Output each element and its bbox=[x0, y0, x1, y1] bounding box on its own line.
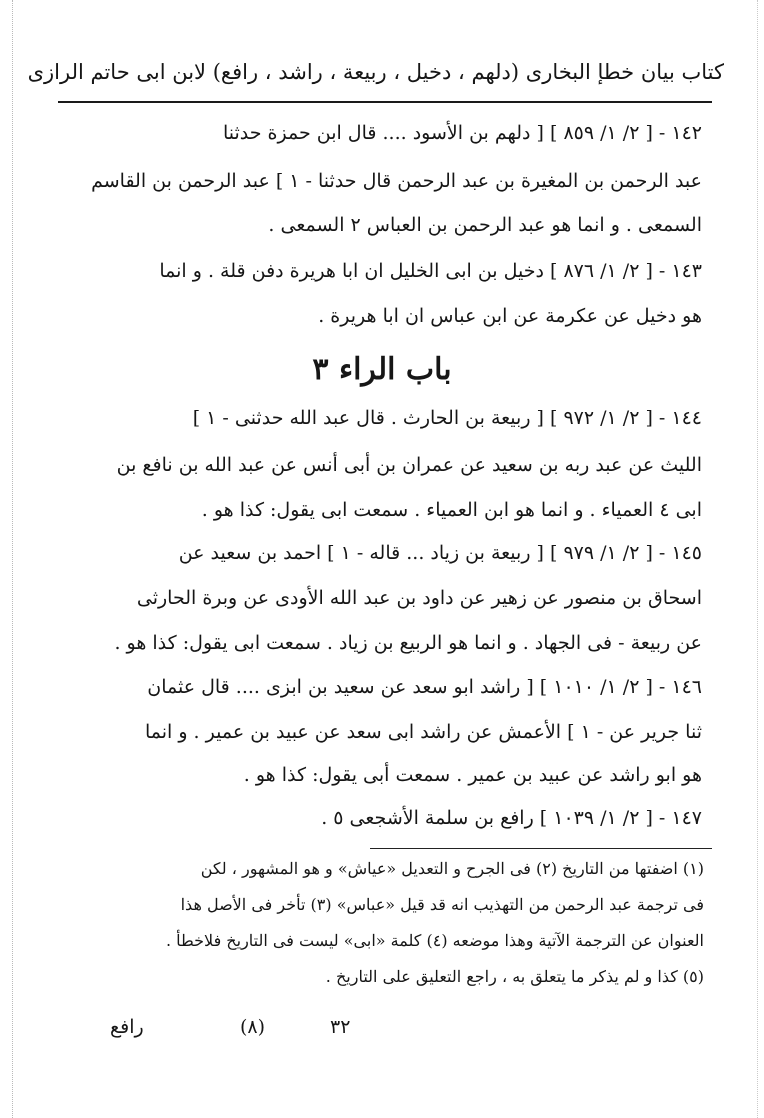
entry-142-line-2: عبد الرحمن بن المغيرة بن عبد الرحمن قال حدثنا - ١ ] عبد الرحمن بن القاسم bbox=[91, 170, 702, 192]
entry-143-line-2: هو دخيل عن عكرمة عن ابن عباس ان ابا هريرة . bbox=[318, 305, 702, 327]
footnote-line: فى ترجمة عبد الرحمن من التهذيب انه قد قيل «عباس» (٣) تأخر فى الأصل هذا bbox=[180, 895, 704, 914]
entry-144-line-2: الليث عن عبد ربه بن سعيد عن عمران بن أبى أنس عن عبد الله بن نافع بن bbox=[116, 454, 702, 476]
footnote-line: (١) اضفتها من التاريخ (٢) فى الجرح و التعديل «عياش» و هو المشهور ، لكن bbox=[200, 859, 704, 878]
entry-146-line-2: ثنا جرير عن - ١ ] الأعمش عن راشد ابى سعد عن عبيد بن عمير . و انما bbox=[144, 721, 702, 743]
page-number: ٣٢ bbox=[330, 1016, 351, 1038]
entry-145-line-1: ١٤٥ - [ ٢/ ١/ ٩٧٩ ] [ ربيعة بن زياد ... قاله - ١ ] احمد بن سعيد عن bbox=[178, 542, 702, 564]
footnote-line: (٥) كذا و لم يذكر ما يتعلق به ، راجع التعليق على التاريخ . bbox=[325, 967, 704, 986]
entry-146-line-1: ١٤٦ - [ ٢/ ١/ ١٠١٠ ] [ راشد ابو سعد عن سعيد بن ابزى .... قال عثمان bbox=[147, 676, 702, 698]
entry-144-line-1: ١٤٤ - [ ٢/ ١/ ٩٧٢ ] [ ربيعة بن الحارث . قال عبد الله حدثنى - ١ ] bbox=[192, 407, 702, 429]
entry-144-line-3: ابى ٤ العمياء . و انما هو ابن العمياء . سمعت ابى يقول: كذا هو . bbox=[201, 499, 702, 521]
entry-145-line-3: عن ربيعة - فى الجهاد . و انما هو الربيع بن زياد . سمعت ابى يقول: كذا هو . bbox=[114, 632, 702, 654]
footnote-rule bbox=[370, 848, 712, 849]
entry-145-line-2: اسحاق بن منصور عن زهير عن داود بن عبد الله الأودى عن وبرة الحارثى bbox=[136, 587, 702, 609]
entry-147-line-1: ١٤٧ - [ ٢/ ١/ ١٠٣٩ ] رافع بن سلمة الأشجعى ٥ . bbox=[321, 807, 702, 829]
footnote-line: العنوان عن الترجمة الآتية وهذا موضعه (٤) كلمة «ابى» ليست فى التاريخ فلاخطأ . bbox=[165, 931, 704, 950]
section-title: باب الراء ٣ bbox=[312, 352, 452, 387]
entry-142-line-3: السمعى . و انما هو عبد الرحمن بن العباس ٢ السمعى . bbox=[268, 214, 702, 236]
signature-number: (٨) bbox=[240, 1016, 266, 1038]
running-header: كتاب بيان خطإ البخارى (دلهم ، دخيل ، ربيعة ، راشد ، رافع) لابن ابى حاتم الرازى bbox=[27, 60, 724, 84]
entry-146-line-3: هو ابو راشد عن عبيد بن عمير . سمعت أبى يقول: كذا هو . bbox=[243, 764, 702, 786]
entry-142-line-1: ١٤٢ - [ ٢/ ١/ ٨٥٩ ] [ دلهم بن الأسود .... قال ابن حمزة حدثنا bbox=[222, 122, 702, 144]
catchword: رافع bbox=[110, 1016, 144, 1038]
entry-143-line-1: ١٤٣ - [ ٢/ ١/ ٨٧٦ ] دخيل بن ابى الخليل ان ابا هريرة دفن قلة . و انما bbox=[159, 260, 702, 282]
